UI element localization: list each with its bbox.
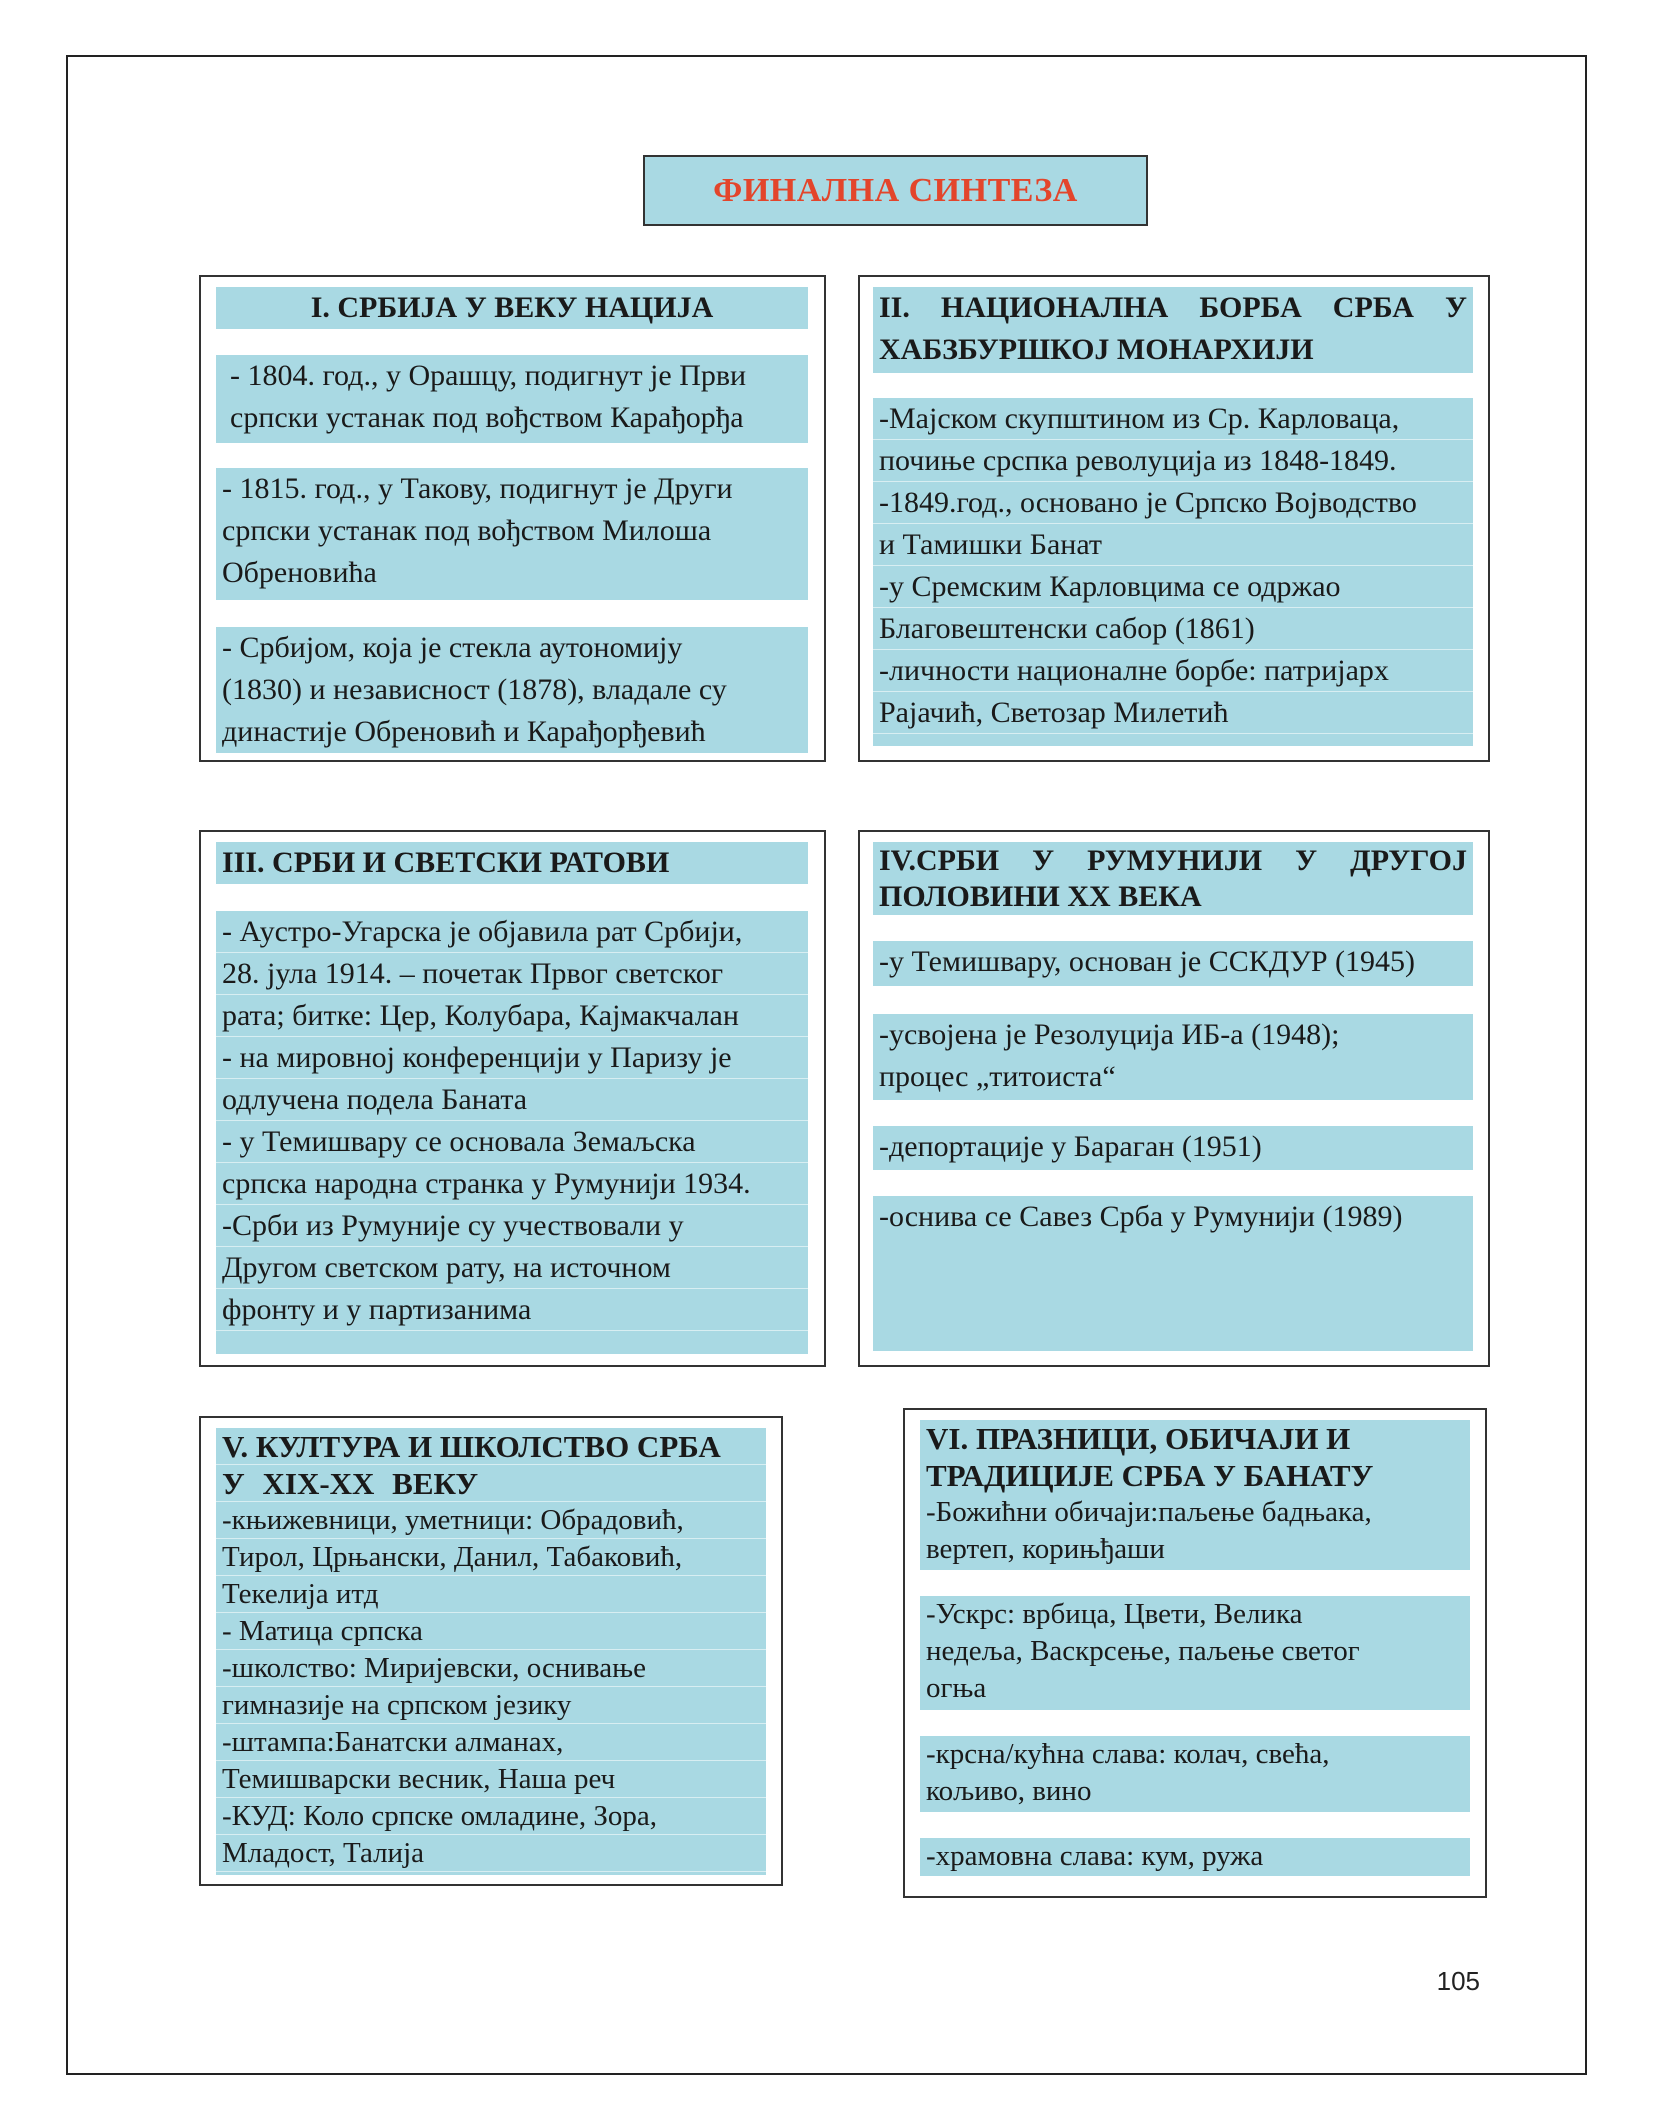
page-title: ФИНАЛНА СИНТЕЗА (643, 155, 1148, 226)
section-6-heading: VI. ПРАЗНИЦИ, ОБИЧАЈИ И (926, 1421, 1351, 1456)
section-4-item-1: -у Темишвару, основан је ССКДУР (1945) (873, 941, 1473, 986)
section-6-item-2: -Ускрс: врбица, Цвети, Велика недеља, Васкрсење, паљење светог огња (920, 1596, 1470, 1710)
section-2-heading: II. НАЦИОНАЛНА БОРБА СРБА У ХАБЗБУРШКОЈ МОНАРХИЈИ (873, 287, 1473, 373)
section-6-item-3: -крсна/кућна слава: колач, свећа, кољиво, вино (920, 1736, 1470, 1812)
section-5-content: V. КУЛТУРА И ШКОЛСТВО СРБА У XIX-XX ВЕКУ -књижевници, уметници: Обрадовић, Тирол, Црњански, Данил, Табаковић, Текелија итд - Матица српска -школство: Миријевски, оснивање гимназије на српском језику -штампа:Банатски алманах, Темишварски весник, Наша реч -КУД: Коло српске омладине, Зора, Младост, Талија (216, 1428, 766, 1875)
section-1-item-1: - 1804. год., у Орашцу, подигнут је Први српски устанак под вођством Карађорђа (216, 355, 808, 443)
section-4-item-2: -усвојена је Резолуција ИБ-а (1948); процес „титоиста“ (873, 1014, 1473, 1100)
section-3-body: - Аустро-Угарска је објавила рат Србији, 28. јула 1914. – почетак Првог светског рата; битке: Цер, Колубара, Кајмакчалан - на мировној конференцији у Паризу је одлучена подела Баната - у Темишвару се основала Земаљска српска народна странка у Румунији 1934. -Срби из Румуније су учествовали у Другом светском рату, на источном фронту и у партизанима (216, 911, 808, 1354)
section-5-heading: V. КУЛТУРА И ШКОЛСТВО СРБА (222, 1429, 721, 1464)
section-4-item-4: -оснива се Савез Срба у Румунији (1989) (873, 1196, 1473, 1351)
section-4-item-3: -депортације у Бараган (1951) (873, 1126, 1473, 1170)
section-4-heading: IV.СРБИ У РУМУНИЈИ У ДРУГОЈ ПОЛОВИНИ XX ВЕКА (873, 842, 1473, 915)
section-1-item-2: - 1815. год., у Такову, подигнут је Други српски устанак под вођством Милоша Обреновића (216, 468, 808, 600)
section-1-item-3: - Србијом, која је стекла аутономију (1830) и независност (1878), владале су династије Обреновић и Карађорђевић (216, 627, 808, 753)
section-2-body: -Мајском скупштином из Ср. Карловаца, почиње срспка револуција из 1848-1849. -1849.год., основано је Српско Војводство и Тамишки Банат -у Сремским Карловцима се одржао Благовештенски сабор (1861) -личности националне борбе: патријарх Рајачић, Светозар Милетић (873, 398, 1473, 746)
section-6-top: VI. ПРАЗНИЦИ, ОБИЧАЈИ И ТРАДИЦИЈЕ СРБА У БАНАТУ -Божићни обичаји:паљење бадњака, вертеп, корињђаши (920, 1420, 1470, 1570)
section-3-heading: III. СРБИ И СВЕТСКИ РАТОВИ (216, 842, 808, 884)
section-6-item-4: -храмовна слава: кум, ружа (920, 1838, 1470, 1876)
page-number: 105 (1436, 1966, 1480, 1996)
section-1-heading: I. СРБИЈА У ВЕКУ НАЦИЈА (216, 287, 808, 329)
